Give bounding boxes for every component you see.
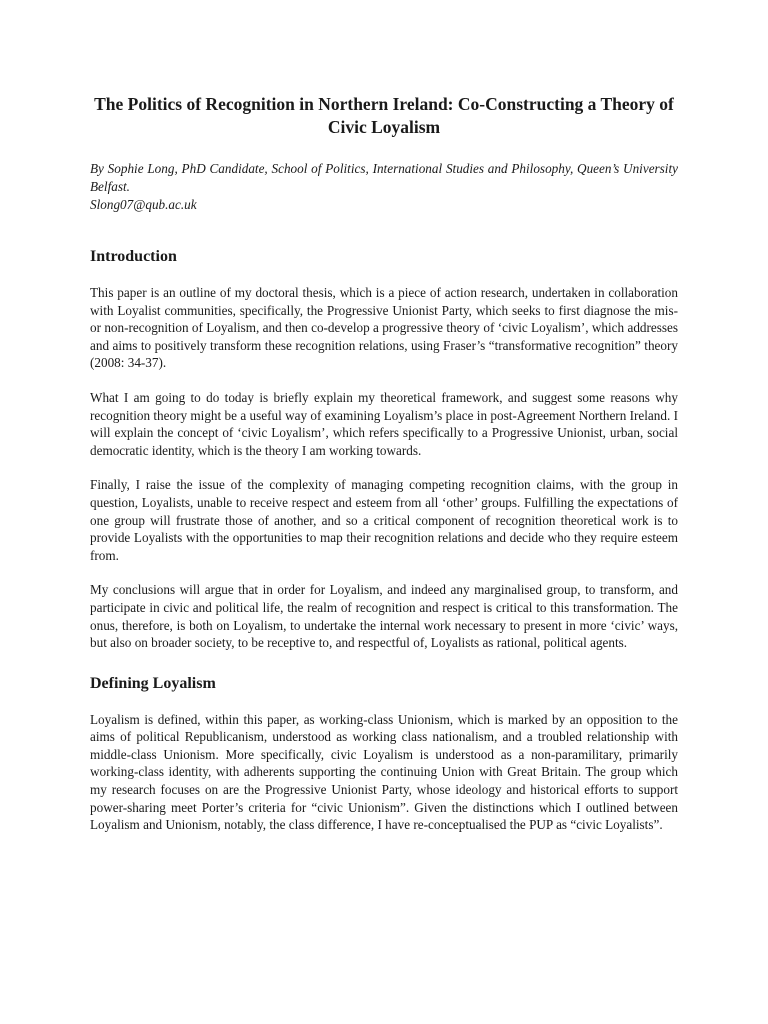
paragraph: My conclusions will argue that in order for Loyalism, and indeed any marginalised group, to transform, and participate in civic and political life, the realm of recognition and respect is critical to this transformation. The onus, therefore, is both on Loyalism, to undertake the internal work necessary to present in more ‘civic’ ways, but also on broader society, to be receptive to, and respectful of, Loyalists as rational, political agents. <box>90 582 678 651</box>
section-introduction <box>90 247 678 652</box>
author-email: Slong07@qub.ac.uk <box>90 197 197 212</box>
document-page <box>90 93 678 851</box>
section-heading-introduction: Introduction <box>90 248 177 265</box>
author-byline: By Sophie Long, PhD Candidate, School of Politics, International Studies and Philosophy, Queen’s University Belfast. <box>90 161 678 194</box>
section-heading-defining-loyalism: Defining Loyalism <box>90 674 216 692</box>
paragraph: Loyalism is defined, within this paper, as working-class Unionism, which is marked by an opposition to the aims of political Republicanism, understood as working class nationalism, and a troubled relationship with middle-class Unionism. More specifically, civic Loyalism is understood as a non-paramilitary, primarily working-class identity, with adherents supporting the continuing Union with Great Britain. The group which my research focuses on are the Progressive Unionist Party, whose ideology and historical efforts to support power-sharing meet Porter’s criteria for “civic Unionism”. Given the distinctions which I outlined between Loyalism and Unionism, notably, the class difference, I have re-conceptualised the PUP as “civic Loyalists”. <box>90 711 678 833</box>
section-defining-loyalism <box>90 674 678 834</box>
document-title: The Politics of Recognition in Northern Ireland: Co-Constructing a Theory of Civic Loyalism <box>94 94 674 137</box>
paragraph: What I am going to do today is briefly explain my theoretical framework, and suggest some reasons why recognition theory might be a useful way of examining Loyalism’s place in post-Agreement Northern Ireland. I will explain the concept of ‘civic Loyalism’, which refers specifically to a Progressive Unionist, urban, social democratic identity, which is the theory I am working towards. <box>90 389 678 458</box>
paragraph: Finally, I raise the issue of the complexity of managing competing recognition claims, with the group in question, Loyalists, unable to receive respect and esteem from all ‘other’ groups. Fulfilling the expectations of one group will frustrate those of another, and so a critical component of recognition theoretical work is to provide Loyalists with the opportunities to map their recognition relations and decide who they require esteem from. <box>90 477 678 563</box>
paragraph: This paper is an outline of my doctoral thesis, which is a piece of action research, undertaken in collaboration with Loyalist communities, specifically, the Progressive Unionist Party, which seeks to first diagnose the mis- or non-recognition of Loyalism, and then co-develop a progressive theory of ‘civic Loyalism’, which addresses and aims to positively transform these recognition relations, using Fraser’s “transformative recognition” theory (2008: 34-37). <box>90 285 678 371</box>
